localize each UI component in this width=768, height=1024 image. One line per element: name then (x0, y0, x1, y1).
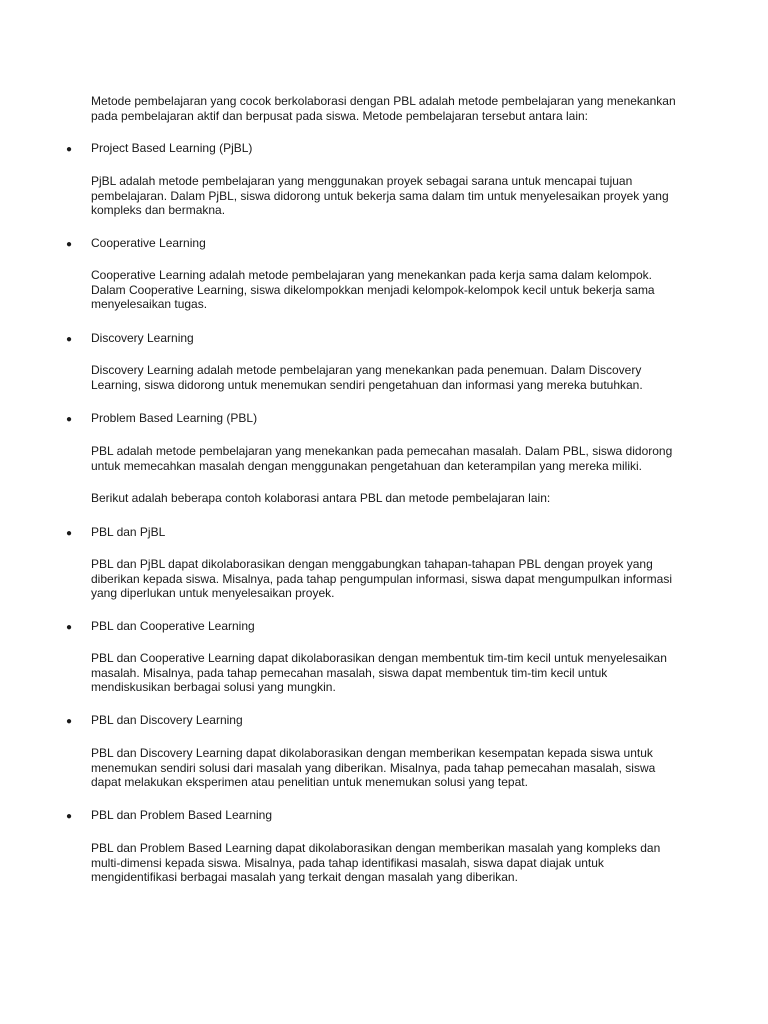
list-item-pbl (66, 411, 706, 428)
list-item-description: PBL dan Discovery Learning dapat dikolaborasikan dengan memberikan kesempatan kepada siswa untuk menemukan sendiri solusi dari masalah yang diberikan. Misalnya, pada tahap pemecahan masalah, siswa dapat melakukan eksperimen atau penelitian untuk menemukan solusi yang tepat. (91, 746, 656, 790)
list-item-pbl-discovery (66, 713, 706, 730)
list-item-title: PBL dan Cooperative Learning (91, 619, 255, 633)
list-item-description: PjBL adalah metode pembelajaran yang menggunakan proyek sebagai sarana untuk mencapai tujuan pembelajaran. Dalam PjBL, siswa didorong untuk bekerja sama dalam tim untuk menyelesaikan proyek yang kompleks dan bermakna. (91, 174, 669, 218)
list-item-title: Discovery Learning (91, 331, 194, 345)
list-item-cooperative-learning (66, 236, 706, 253)
bullet-icon: ● (66, 414, 73, 425)
bullet-icon: ● (66, 622, 73, 633)
list-item-description: PBL dan Problem Based Learning dapat dikolaborasikan dengan memberikan masalah yang kompleks dan multi-dimensi kepada siswa. Misalnya, pada tahap identifikasi masalah, siswa dapat diajak untuk mengidentifikasi berbagai masalah yang terkait dengan masalah yang diberikan. (91, 841, 661, 885)
list-item-pbl-cooperative (66, 619, 706, 636)
list-item-description: Discovery Learning adalah metode pembelajaran yang menekankan pada penemuan. Dalam Discovery Learning, siswa didorong untuk menemukan sendiri pengetahuan dan informasi yang mereka butuhkan. (91, 363, 643, 392)
list-item-discovery-learning (66, 331, 706, 348)
list-item-description: Cooperative Learning adalah metode pembelajaran yang menekankan pada kerja sama dalam kelompok. Dalam Cooperative Learning, siswa dikelompokkan menjadi kelompok-kelompok kecil untuk bekerja sama menyelesaikan tugas. (91, 268, 655, 312)
bullet-icon: ● (66, 528, 73, 539)
bullet-icon: ● (66, 716, 73, 727)
list-item-description: PBL dan Cooperative Learning dapat dikolaborasikan dengan membentuk tim-tim kecil untuk menyelesaikan masalah. Misalnya, pada tahap pemecahan masalah, siswa dapat membentuk tim-tim kecil untuk mendiskusikan berbagai solusi yang mungkin. (91, 651, 667, 695)
list-item-title: Problem Based Learning (PBL) (91, 411, 258, 425)
bullet-icon: ● (66, 334, 73, 345)
bullet-icon: ● (66, 239, 73, 250)
list-item-description: PBL dan PjBL dapat dikolaborasikan dengan menggabungkan tahapan-tahapan PBL dengan proyek yang diberikan kepada siswa. Misalnya, pada tahap pengumpulan informasi, siswa dapat mengumpulkan informasi yang diperlukan untuk menyelesaikan proyek. (91, 557, 672, 601)
intro-paragraph: Metode pembelajaran yang cocok berkolaborasi dengan PBL adalah metode pembelajaran yang menekankan pada pembelajaran aktif dan berpusat pada siswa. Metode pembelajaran tersebut antara lain: (91, 94, 676, 123)
examples-intro-paragraph: Berikut adalah beberapa contoh kolaborasi antara PBL dan metode pembelajaran lain: (91, 491, 551, 505)
list-item-pbl-problem-based (66, 808, 706, 825)
list-item-title: Cooperative Learning (91, 236, 206, 250)
list-item-pbl-pjbl (66, 525, 706, 542)
list-item-description: PBL adalah metode pembelajaran yang menekankan pada pemecahan masalah. Dalam PBL, siswa didorong untuk memecahkan masalah dengan menggunakan pengetahuan dan keterampilan yang mereka miliki. (91, 444, 673, 473)
list-item-title: PBL dan Discovery Learning (91, 713, 243, 727)
list-item-title: PBL dan PjBL (91, 525, 166, 539)
list-item-title: PBL dan Problem Based Learning (91, 808, 273, 822)
list-item-title: Project Based Learning (PjBL) (91, 141, 253, 155)
list-item-pjbl (66, 141, 706, 158)
bullet-icon: ● (66, 811, 73, 822)
bullet-icon: ● (66, 144, 73, 155)
